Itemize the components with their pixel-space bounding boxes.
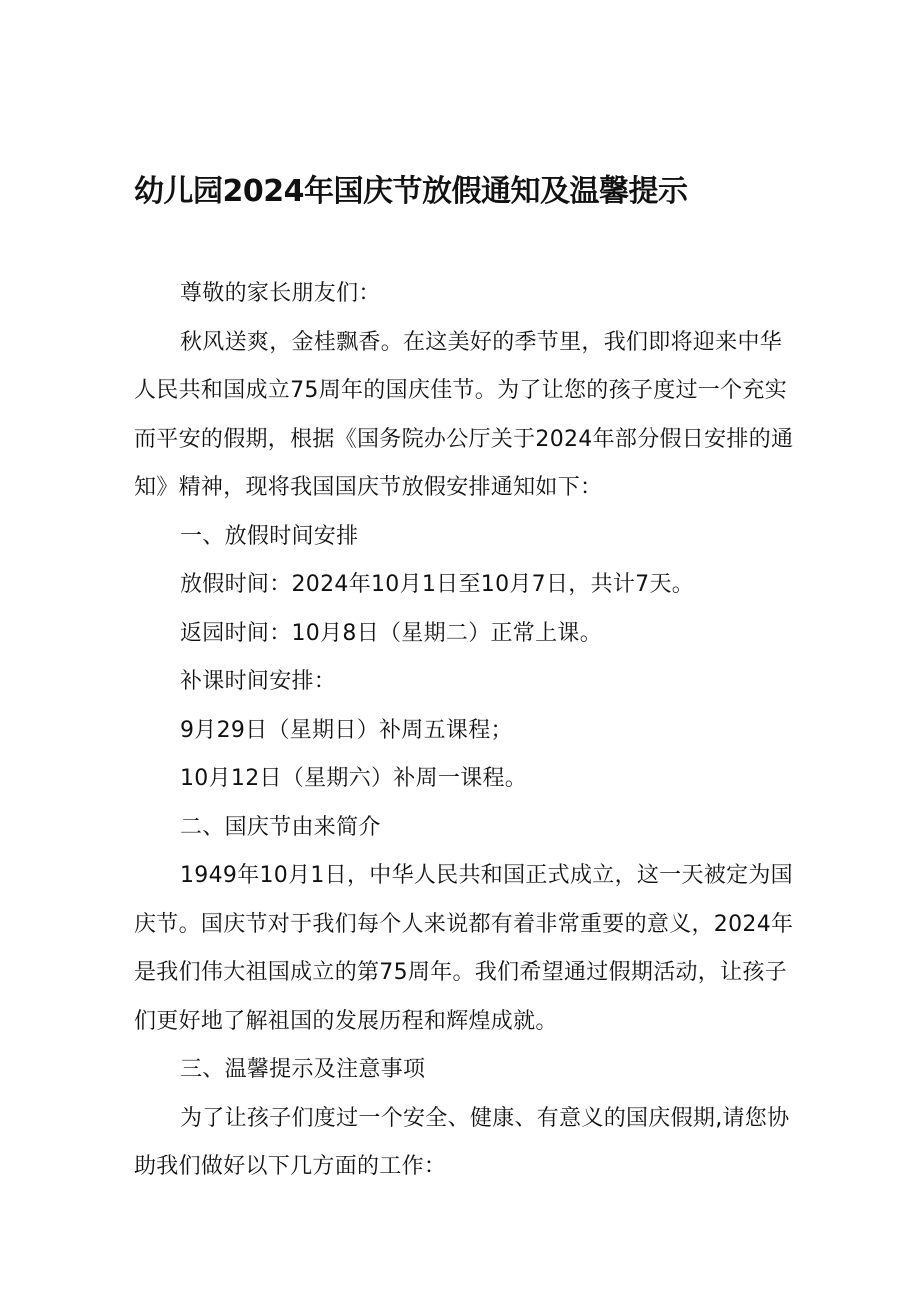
national-day-paragraph: 1949年10月1日，中华人民共和国正式成立，这一天被定为国庆节。国庆节对于我们每个人来说都有着非常重要的意义，2024年是我们伟大祖国成立的第75周年。我们希望通过假期活动，让孩子们更好地了解祖国的发展历程和辉煌成就。 <box>134 863 794 1034</box>
greeting: 尊敬的家长朋友们： <box>180 281 381 306</box>
tips-paragraph: 为了让孩子们度过一个安全、健康、有意义的国庆假期,请您协助我们做好以下几方面的工作： <box>134 1105 790 1179</box>
section-heading-national-day-origin: 二、国庆节由来简介 <box>180 814 381 840</box>
document-body <box>134 270 794 1192</box>
makeup-class-title: 补课时间安排： <box>180 669 337 694</box>
holiday-time: 放假时间：2024年10月1日至10月7日，共计7天。 <box>180 572 695 597</box>
intro-paragraph: 秋风送爽，金桂飘香。在这美好的季节里，我们即将迎来中华人民共和国成立75周年的国庆佳节。为了让您的孩子度过一个充实而平安的假期，根据《国务院办公厅关于2024年部分假日安排的通知》精神，现将我国国庆节放假安排通知如下： <box>134 329 794 500</box>
makeup-class-item: 10月12日（星期六）补周一课程。 <box>180 766 528 791</box>
makeup-class-item: 9月29日（星期日）补周五课程； <box>180 717 513 743</box>
return-time: 返园时间：10月8日（星期二）正常上课。 <box>180 620 602 646</box>
document-title: 幼儿园2024年国庆节放假通知及温馨提示 <box>134 174 688 209</box>
section-heading-holiday-schedule: 一、放假时间安排 <box>180 523 359 549</box>
section-heading-tips: 三、温馨提示及注意事项 <box>180 1057 426 1082</box>
